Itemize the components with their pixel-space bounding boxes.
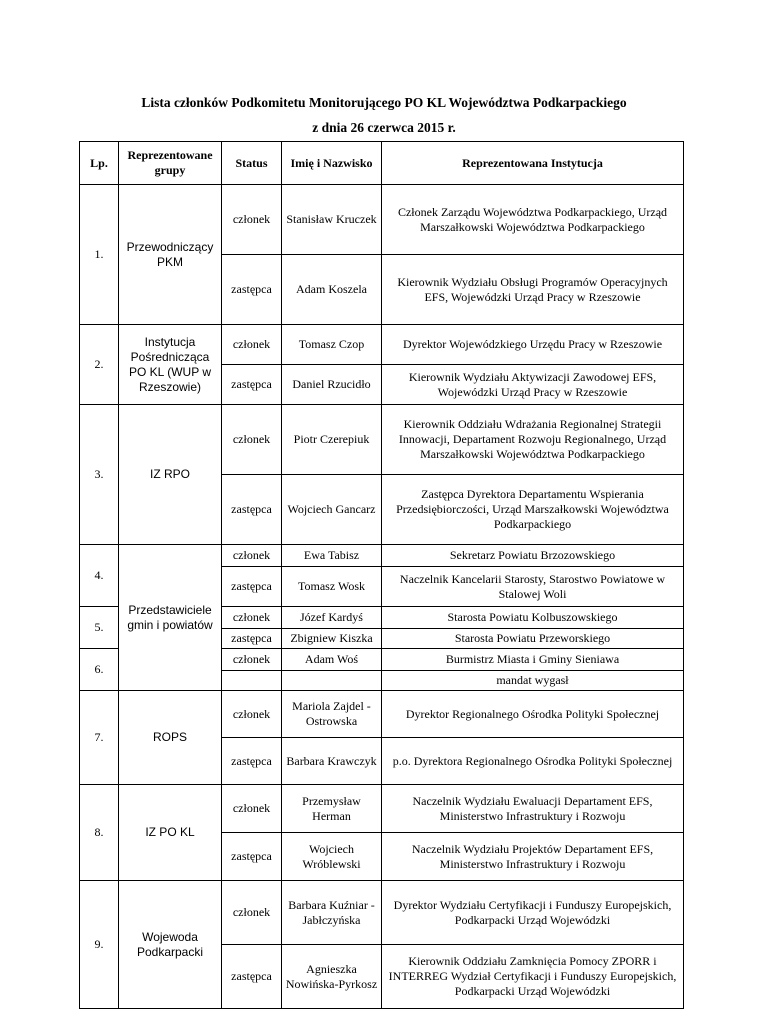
institution-cell: Naczelnik Wydziału Projektów Departament EFS, Ministerstwo Infrastruktury i Rozwoju	[382, 833, 684, 881]
member-name: Wojciech Wróblewski	[282, 833, 382, 881]
member-name: Wojciech Gancarz	[282, 475, 382, 545]
status-cell: członek	[222, 607, 282, 629]
institution-cell: Starosta Powiatu Kolbuszowskiego	[382, 607, 684, 629]
institution-cell: Naczelnik Kancelarii Starosty, Starostwo Powiatowe w Stalowej Woli	[382, 567, 684, 607]
member-name: Daniel Rzucidło	[282, 365, 382, 405]
member-name: Piotr Czerepiuk	[282, 405, 382, 475]
member-name: Tomasz Czop	[282, 325, 382, 365]
institution-cell: Kierownik Oddziału Zamknięcia Pomocy ZPORR i INTERREG Wydział Certyfikacji i Funduszy Europejskich, Podkarpacki Urząd Wojewódzki	[382, 945, 684, 1009]
header-groups: Reprezentowane grupy	[119, 142, 222, 185]
member-name: Mariola Zajdel - Ostrowska	[282, 691, 382, 738]
row-lp: 7.	[80, 691, 119, 785]
group-cell: Instytucja Pośrednicząca PO KL (WUP w Rzeszowie)	[119, 325, 222, 405]
status-cell: członek	[222, 785, 282, 833]
member-name: Stanisław Kruczek	[282, 185, 382, 255]
member-name: Przemysław Herman	[282, 785, 382, 833]
institution-cell: Dyrektor Wydziału Certyfikacji i Funduszy Europejskich, Podkarpacki Urząd Wojewódzki	[382, 881, 684, 945]
member-name: Barbara Krawczyk	[282, 738, 382, 785]
member-name: Józef Kardyś	[282, 607, 382, 629]
table-header-row	[80, 142, 684, 185]
institution-cell: Kierownik Wydziału Aktywizacji Zawodowej EFS, Wojewódzki Urząd Pracy w Rzeszowie	[382, 365, 684, 405]
status-cell: członek	[222, 325, 282, 365]
table-row	[80, 785, 684, 833]
table-row	[80, 405, 684, 475]
status-cell	[222, 671, 282, 691]
status-cell: zastępca	[222, 255, 282, 325]
status-cell: członek	[222, 405, 282, 475]
header-lp: Lp.	[80, 142, 119, 185]
row-lp: 8.	[80, 785, 119, 881]
member-name	[282, 671, 382, 691]
status-cell: członek	[222, 649, 282, 671]
member-name: Adam Koszela	[282, 255, 382, 325]
row-lp: 5.	[80, 607, 119, 649]
member-name: Adam Woś	[282, 649, 382, 671]
group-cell: IZ RPO	[119, 405, 222, 545]
table-row	[80, 881, 684, 945]
status-cell: członek	[222, 185, 282, 255]
members-table	[79, 141, 684, 1009]
group-cell: ROPS	[119, 691, 222, 785]
row-lp: 4.	[80, 545, 119, 607]
group-cell: Przedstawiciele gmin i powiatów	[119, 545, 222, 691]
header-status: Status	[222, 142, 282, 185]
group-cell: IZ PO KL	[119, 785, 222, 881]
table-row	[80, 185, 684, 255]
table-row	[80, 325, 684, 365]
status-cell: zastępca	[222, 567, 282, 607]
row-lp: 3.	[80, 405, 119, 545]
status-cell: zastępca	[222, 475, 282, 545]
mandate-expired-cell: mandat wygasł	[382, 671, 684, 691]
institution-cell: p.o. Dyrektora Regionalnego Ośrodka Polityki Społecznej	[382, 738, 684, 785]
row-lp: 6.	[80, 649, 119, 691]
member-name: Barbara Kuźniar - Jabłczyńska	[282, 881, 382, 945]
institution-cell: Sekretarz Powiatu Brzozowskiego	[382, 545, 684, 567]
status-cell: członek	[222, 691, 282, 738]
table-row	[80, 545, 684, 567]
group-cell: Przewodniczący PKM	[119, 185, 222, 325]
status-cell: zastępca	[222, 833, 282, 881]
table-row	[80, 691, 684, 738]
member-name: Zbigniew Kiszka	[282, 629, 382, 649]
status-cell: członek	[222, 881, 282, 945]
institution-cell: Starosta Powiatu Przeworskiego	[382, 629, 684, 649]
status-cell: zastępca	[222, 945, 282, 1009]
header-name: Imię i Nazwisko	[282, 142, 382, 185]
institution-cell: Członek Zarządu Województwa Podkarpackiego, Urząd Marszałkowski Województwa Podkarpackiego	[382, 185, 684, 255]
status-cell: zastępca	[222, 365, 282, 405]
group-cell: Wojewoda Podkarpacki	[119, 881, 222, 1009]
member-name: Tomasz Wosk	[282, 567, 382, 607]
institution-cell: Burmistrz Miasta i Gminy Sieniawa	[382, 649, 684, 671]
status-cell: zastępca	[222, 629, 282, 649]
document-date: z dnia 26 czerwca 2015 r.	[312, 120, 456, 135]
row-lp: 2.	[80, 325, 119, 405]
institution-cell: Naczelnik Wydziału Ewaluacji Departament EFS, Ministerstwo Infrastruktury i Rozwoju	[382, 785, 684, 833]
institution-cell: Dyrektor Regionalnego Ośrodka Polityki Społecznej	[382, 691, 684, 738]
member-name: Ewa Tabisz	[282, 545, 382, 567]
status-cell: członek	[222, 545, 282, 567]
institution-cell: Dyrektor Wojewódzkiego Urzędu Pracy w Rzeszowie	[382, 325, 684, 365]
institution-cell: Kierownik Oddziału Wdrażania Regionalnej Strategii Innowacji, Departament Rozwoju Regionalnego, Urząd Marszałkowski Województwa Podkarpackiego	[382, 405, 684, 475]
row-lp: 1.	[80, 185, 119, 325]
row-lp: 9.	[80, 881, 119, 1009]
institution-cell: Zastępca Dyrektora Departamentu Wspierania Przedsiębiorczości, Urząd Marszałkowski Województwa Podkarpackiego	[382, 475, 684, 545]
institution-cell: Kierownik Wydziału Obsługi Programów Operacyjnych EFS, Wojewódzki Urząd Pracy w Rzeszowie	[382, 255, 684, 325]
member-name: Agnieszka Nowińska-Pyrkosz	[282, 945, 382, 1009]
document-title: Lista członków Podkomitetu Monitorującego PO KL Województwa Podkarpackiego	[141, 95, 627, 110]
header-institution: Reprezentowana Instytucja	[382, 142, 684, 185]
status-cell: zastępca	[222, 738, 282, 785]
